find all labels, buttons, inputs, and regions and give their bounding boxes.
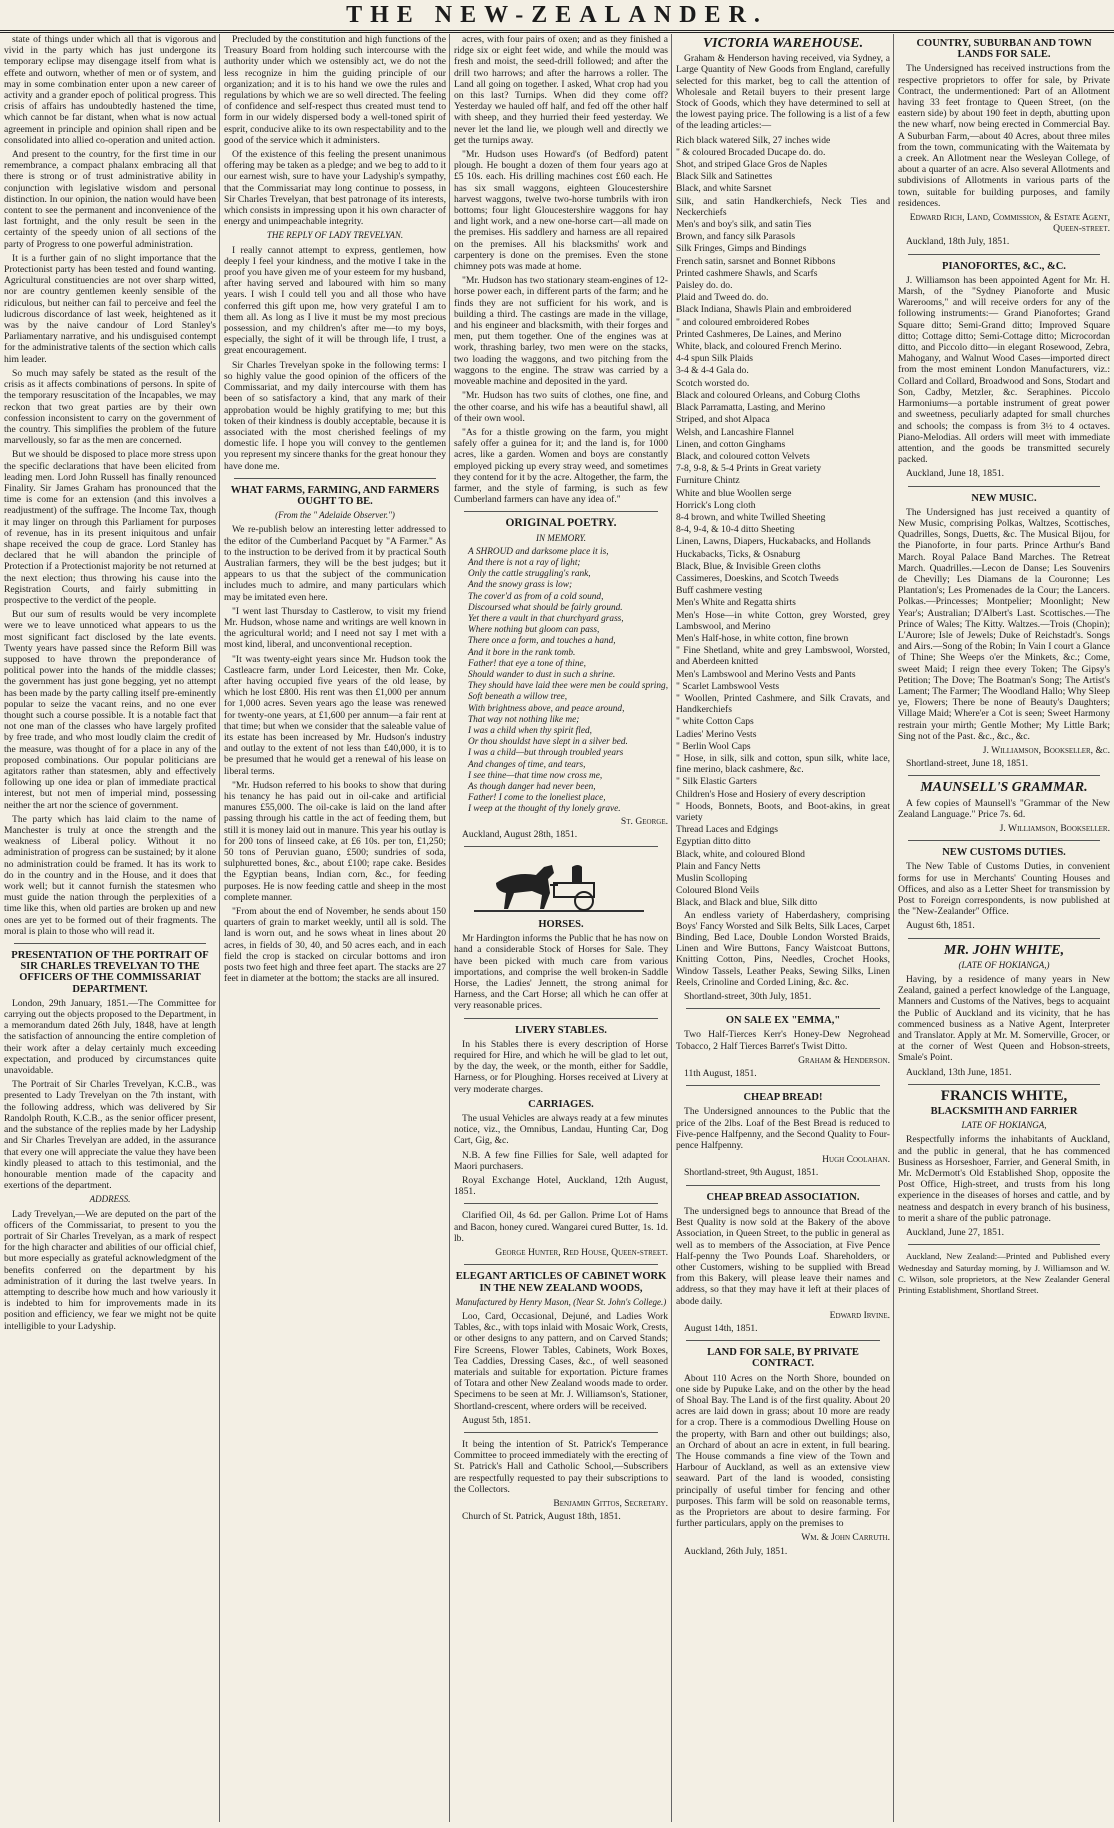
goods-list-item: Silk, and satin Handkerchiefs, Neck Ties and Neckerchiefs (676, 195, 890, 218)
goods-list-item: Striped, and shot Alpaca (676, 414, 770, 426)
column-1 (4, 34, 216, 1824)
divider (908, 938, 1100, 939)
column-rule (449, 34, 450, 1822)
article-paragraph: So much may safely be stated as the result of the crisis as it affects combinations of persons. In spite of the temporary resuscitation of the Incapables, we may reckon that two great parties are by their own confession inconsistent to carry on the government of the country. This simplifies the problem of the future marvellously, so far as the men are concerned. (4, 367, 216, 447)
goods-list-item: Scotch worsted do. (676, 377, 750, 389)
article-paragraph: Of the existence of this feeling the present unanimous offering may be taken as a pledge; and we beg to add to it our earnest wish, sure to have your Ladyship's sympathy, that the Commissariat may long continue to possess, in Sir Charles Trevelyan, that best patronage of its interests, which consists in impressing upon it his own character of energy and unimpeachable integrity. (224, 149, 446, 228)
goods-list-item: Horrick's Long cloth (676, 499, 756, 511)
column-rule (219, 34, 220, 1822)
ad-signature: Wm. & John Carruth. (801, 1532, 890, 1544)
article-paragraph: Sir Charles Trevelyan spoke in the following terms: I so highly value the good opinion of the officers of the Commissariat, and my daily intercourse with them has been of so satisfactory a kind, that any mark of their approbation would be highly gratifying to me; but this token of their kindness is doubly acceptable, because it is associated with the most cherished feelings of my domestic life. I hope you will convey to the gentlemen you represent my sincere thanks for the great honour they have done me. (224, 359, 446, 472)
divider (686, 1085, 880, 1086)
column-rule (671, 34, 672, 1822)
ad-text: Respectfully informs the inhabitants of Auckland, and the public in general, that he has commenced Business as Horseshoer, Farrier, and General Smith, in Mr. McDermott's Old Established Shop, opposite the Post Office, High-street, and trusts from his long experience in the diseases of horses and cattle, and by neatness and despatch in every branch of his business, to merit a share of the public patronage. (898, 1134, 1110, 1224)
poem-line: And it bore in the rank tomb. (468, 647, 576, 658)
goods-list-item: Cassimeres, Doeskins, and Scotch Tweeds (676, 572, 839, 584)
divider (908, 1084, 1100, 1085)
poem-line: Discoursed what should be fairly ground. (468, 602, 623, 613)
divider (908, 486, 1100, 487)
poem-date: Auckland, August 28th, 1851. (462, 828, 578, 840)
ad-text: Clarified Oil, 4s 6d. per Gallon. Prime Lot of Hams and Bacon, honey cured. Wangarei cured Butter, 1s. 1d. lb. (454, 1210, 668, 1244)
ad-text: It being the intention of St. Patrick's Temperance Committee to proceed immediately with the erecting of St. Patrick's Hall and Catholic School,—Subscribers are respectfully requested to pay their subscriptions to the Collectors. (454, 1438, 668, 1495)
country-lands-heading: COUNTRY, SUBURBAN AND TOWN LANDS FOR SALE. (916, 38, 1092, 61)
article-paragraph: We re-publish below an interesting letter addressed to the editor of the Cumberland Pacquet by "A Farmer." As to the instruction to be derived from it by practical South Australian farmers, they will be the best judges; but it appears to us that the subject of the communication includes much to admire, and many particulars which may be imitated even here. (224, 524, 446, 603)
ad-text: In his Stables there is every description of Horse required for Hire, and which he will be glad to let out, by the day, the week, or the month, either for Saddle, Harness, or for Ploughing. Horses received at Livery at very moderate charges. (454, 1038, 668, 1095)
goods-list-item: Black, and Black and blue, Silk ditto (676, 897, 818, 909)
goods-list-item: Black and coloured Orleans, and Coburg Cloths (676, 389, 860, 401)
article-paragraph: But our sum of results would be very incomplete were we to leave unnoticed what appears to us the most significant fact disclosed by the late events. Twenty years have passed since the Reform Bill was supposed to have thrown the preponderance of political power into the hands of the middle classes; the government has just gone begging, yet no attempt has been made by the party calling itself pre-eminently popular to seize the vacant reins, and no one ever thought such a course possible. It is a notable fact that not one man of the classes who have largely profited by free trade, and who most loudly claim the credit of the measure, was thought of for a place in any of the proposed combinations. Our popular politicians are agitators rather than statesmen, ably and effectively following up one idea or plan of immediate practical interest, but not men of imperial mind, possessing neither the art nor the science of government. (4, 609, 216, 811)
poem-line: I weep at the thought of thy lonely grave. (468, 804, 621, 815)
ad-signature: Hugh Coolahan. (822, 1154, 890, 1166)
divider (908, 1244, 1100, 1245)
victoria-heading: VICTORIA WAREHOUSE. (702, 36, 864, 51)
ad-text: About 110 Acres on the North Shore, bounded on one side by Pupuke Lake, and on the other by the head of Shoal Bay. The Land is of the first quality. About 20 acres are laid down in grass; about 10 more are ready for a crop. There is a commodious Dwelling House on the property, with Barn and other out buildings; also, an Orchard of about an acre in extent, in full bearing. The House commands a fine view of the Town and Harbour of Auckland, as well as an extensive view seaward. Part of the land is wooded, consisting principally of useful timber for fencing and other purposes. This farm will be sold on reasonable terms, as the Proprietors are about to desire farming. For further particulars, apply on the premises to (676, 1372, 890, 1530)
poem-line: And the snowy grass is low; (468, 580, 573, 591)
goods-list-item: Black, and white Sarsnet (676, 183, 772, 195)
poem-line: There once a form, and touches a hand, (468, 636, 616, 647)
horses-heading: HORSES. (538, 919, 584, 931)
ad-text: N.B. A few fine Fillies for Sale, well adapted for Maori purchasers. (454, 1149, 668, 1172)
poem-line: The cover'd as from of a cold sound, (468, 591, 604, 602)
goods-list-item: Shot, and striped Glace Gros de Naples (676, 159, 828, 171)
goods-list-item: White and blue Woollen serge (676, 487, 792, 499)
goods-list-item: Black Silk and Satinettes (676, 171, 773, 183)
poem-line: Yet there a vault in that churchyard grass, (468, 613, 624, 624)
ad-date: Auckland, June 27, 1851. (906, 1227, 1005, 1239)
goods-list-item: French satin, sarsnet and Bonnet Ribbons (676, 255, 836, 267)
goods-list-item: " white Cotton Caps (676, 716, 754, 728)
section-heading: WHAT FARMS, FARMING, AND FARMERS OUGHT TO BE. (230, 484, 440, 507)
goods-list-item: Muslin Scolloping (676, 873, 748, 885)
ad-text: The New Table of Customs Duties, in convenient forms for use in Merchants' Counting Houses and Offices, and also as a Letter Sheet for transmission by Post to Foreign correspondents, is now published at the "New-Zealander" Office. (898, 861, 1110, 918)
poem-line: And changes of time, and tears, (468, 759, 586, 770)
association-heading: CHEAP BREAD ASSOCIATION. (706, 1191, 860, 1203)
article-paragraph: Lady Trevelyan,—We are deputed on the part of the officers of the Commissariat, to present to you the portrait of Sir Charles Trevelyan, as a mark of respect for the high character and abilities of our official chief, but more especially as grateful acknowledgment of the benefits conferred on the department by his administration of it during the last twelve years. In attempting to describe how much and how variously it is indebted to him for improvements made in its position and efficiency, we fear we might not be quite intelligible to your Ladyship. (4, 1208, 216, 1332)
article-paragraph: "I went last Thursday to Castlerow, to visit my friend Mr. Hudson, whose name and writings are well known in the agricultural world; and I need not say I met with a most kind, liberal, and unconventional reception. (224, 605, 446, 651)
goods-list-item: 8-4 brown, and white Twilled Sheeting (676, 511, 826, 523)
goods-list-item: White, black, and coloured French Merino. (676, 341, 842, 353)
article-paragraph: I really cannot attempt to express, gentlemen, how deeply I feel your kindness, and the motive I take in the proof you have given me of your esteem for my husband, after having served and laboured with him so many years. I wish I could tell you and all those who have conferred this gift upon me, how very grateful I am to them all. As long as I live it must be my most precious possession, and my children's after me—to my boys, especially, the sight of it will be through life, I trust, a great encouragement. (224, 244, 446, 357)
goods-list-item: 3-4 & 4-4 Gala do. (676, 365, 749, 377)
article-paragraph: "Mr. Hudson has two stationary steam-engines of 12-horse power each, in different parts of the farm; and he finds they are not sufficient for his work, and is building a third. The castings are made in the village, and his engineer and blacksmith, with their forges and men, put them together. One of the engines was at work, thrashing barley, two men were on the stacks, two loading the waggons, and two pitching from the waggons to the engine. The straw was carried by a moveable machine and deposited in the yard. (454, 275, 668, 388)
goods-list-item: " Woollen, Printed Cashmere, and Silk Cravats, and Handkerchiefs (676, 692, 890, 716)
goods-list-item: Welsh, and Lancashire Flannel (676, 426, 795, 438)
grammar-heading: MAUNSELL'S GRAMMAR. (920, 780, 1088, 796)
goods-list-item: " Fine Shetland, white and grey Lambswool, Worsted, and Aberdeen knitted (676, 645, 890, 668)
horse-carriage-illustration (474, 853, 648, 915)
goods-list-item: Black Parramatta, Lasting, and Merino (676, 402, 826, 414)
ad-signature: Graham & Henderson. (798, 1054, 890, 1066)
address-heading: ADDRESS. (89, 1194, 131, 1205)
ad-signature: J. Williamson, Bookseller, &c. (982, 744, 1110, 756)
article-paragraph: And present to the country, for the first time in our remembrance, a compact phalanx embracing all that there is strong or of trust administrative ability in conjunction with legislative wisdom and personal distinction. In our opinion, the nation would have been content to see the permanent and inconvenience of the last fortnight, and the only result be seen in the certainty of the speedy union of all sections of the party of Progress to one powerful administration. (4, 149, 216, 250)
goods-list-item: Plaid and Tweed do. do. (676, 292, 769, 304)
goods-list-item: Linen, Lawns, Diapers, Huckabacks, and Hollands (676, 536, 871, 548)
goods-list-item: Black, and coloured cotton Velvets (676, 450, 810, 462)
poem-line: As though danger had never been, (468, 782, 596, 792)
poem-line: I see thine—that time now cross me, (468, 770, 603, 781)
ad-text: The Undersigned has just received a quantity of New Music, comprising Polkas, Waltzes, Scottisches, Quadrilles, Songs, Duetts, &c. The Musical Bijou, for the Pianoforte, in four parts. Prince Arthur's Band March. Royal Palace Band Marches. The Retreat March. Quadrilles.—Lecon de Danse; Les Souvenirs de Chevilly; Les Diamans de la Couronne; Les Plantation's; Les Promenades de la Cour; the Lancers. Polkas.—Princesses; Montpelier; Moonlight; New Year's; Australian; D'Albert's Last. Scottisches.—The Prince of Wales; The Kitty. Waltzes.—Trois (Chopin); L'Aurore; Isle of Jewels; Duke of Reichstadt's. Songs and Airs.—Song of the Robin; In Vain I court a Glance of Thine; She Weeps o'er the Minkets, &c.; Come, sweet Maid; I reign thee every Token; The Gipsy's Petition; The Dove; The Boatman's Song; The Artist's Lament; The Farmer; The Woodland Hallo; Why Sleep ye, Flowers; There be none of Beauty's Daughters; Village Maid; Where'er a Cot is seen; Sweet Harmony restrain your mirth; Gentle Mother; My Little Bark; Sing not of the Past. &c., &c., &c. (898, 506, 1110, 742)
goods-list-item: Men's Lambswool and Merino Vests and Pants (676, 668, 856, 680)
goods-list-item: Paisley do. do. (676, 280, 733, 292)
ad-text: An endless variety of Haberdashery, comprising Boys' Fancy Worsted and Silk Belts, Silk Laces, Carpet Binding, Bed Lace, Double London Worsted Braids, Linen and Wire Buttons, Fancy Waistcoat Buttons, Knitting Cotton, Pins, Needles, Crochet Hooks, Window Tassels, Leather Peaks, Sewing Silks, Linen Reels, Crinoline and Corded Lining, &c. &c. (676, 909, 890, 988)
article-paragraph: The Portrait of Sir Charles Trevelyan, K.C.B., was presented to Lady Trevelyan on the 7th instant, with the following address, which was delivered by Sir Randolph Routh, K.C.B., as the senior officer present, and the substance of the replies made by her Ladyship and Sir Charles Trevelyan are added, in the assurance that every one will appreciate the value they have been kindly pleased to attach to this testimonial, and the honourable mention made of the capacity and exertions of the department. (4, 1079, 216, 1192)
goods-list-item: Printed cashmere Shawls, and Scarfs (676, 267, 818, 279)
goods-list-item: Huckabacks, Ticks, & Osnaburg (676, 548, 801, 560)
goods-list-item: Buff cashmere vesting (676, 585, 763, 597)
divider (464, 1264, 658, 1265)
goods-list (676, 135, 890, 909)
divider (464, 1432, 658, 1433)
livery-heading: LIVERY STABLES. (515, 1024, 607, 1036)
ad-date: August 6th, 1851. (906, 920, 975, 932)
goods-list-item: Black Indiana, Shawls Plain and embroidered (676, 304, 852, 316)
ad-text: A few copies of Maunsell's "Grammar of the New Zealand Language." Price 7s. 6d. (898, 797, 1110, 820)
divider (908, 254, 1100, 255)
divider (464, 846, 658, 847)
goods-list-item: Silk Fringes, Gimps and Bindings (676, 243, 807, 255)
goods-list-item: Linen, and cotton Ginghams (676, 438, 786, 450)
goods-list-item: Men's Hose—in white Cotton, grey Worsted, grey Lambswool, and Merino (676, 609, 890, 632)
ad-date: Auckland, June 18, 1851. (906, 468, 1005, 480)
divider (234, 478, 436, 479)
goods-list-item: Egyptian ditto ditto (676, 836, 751, 848)
goods-list-item: " & coloured Brocaded Ducape do. do. (676, 146, 826, 158)
piano-heading: PIANOFORTES, &C., &C. (942, 260, 1066, 272)
john-white-heading: MR. JOHN WHITE, (943, 942, 1065, 958)
divider (908, 840, 1100, 841)
article-paragraph: But we should be disposed to place more stress upon the specific declarations that have been elicited from leading men. Lord John Russell has finally renounced Finality. Sir James Graham has pronounced that the time is come for an extension (and this involves a readjustment) of the suffrage. The Income Tax, though it may linger on through this Parliament for purposes of revenue, has in its present iniquitous and unfair shape received the coup de grace. Lord Stanley has declared that he will abandon the principle of Protection if a Protectionist majority be not returned at the next election; thus throwing his cause into the Registration Courts, and fairly submitting in prospective to the verdict of the people. (4, 449, 216, 606)
ad-text: J. Williamson has been appointed Agent for Mr. H. Marsh, of the "Sydney Pianoforte and Music Warerooms," and will receive orders for any of the following instruments:— Grand Pianofortes; Grand Square ditto; Semi-Grand ditto; Improved Square ditto; Cottage ditto; Semi-Cottage ditto; Microcordan ditto, and Piccolo ditto—in elegant Rosewood, Zebra, Mahogany, and Walnut Wood Cases—imported direct from the most eminent London Manufacturers, viz.: Collard and Collard, Broadwood and Sons, Stodart and Son, Cadby, Metzler, &c. Seraphines. Piccolo Harmoniums—a portable instrument of great power and sweetness, peculiarly adapted for small churches and schools; the compass is from 3½ to 4 octaves. Piano-Melodias. All orders will meet with immediate attention, and the goods be transmitted securely packed. (898, 274, 1110, 466)
goods-list-item: " Hose, in silk, silk and cotton, spun silk, white lace, fine merino, black cashmere, &c. (676, 752, 890, 776)
land-heading: LAND FOR SALE, BY PRIVATE CONTRACT. (707, 1347, 859, 1370)
bread-heading: CHEAP BREAD! (743, 1092, 823, 1104)
goods-list-item: Plain and Fancy Netts (676, 860, 761, 872)
poem-line: Where nothing but gloom can pass, (468, 625, 600, 636)
poem-line: With brightness above, and peace around, (468, 703, 625, 714)
poem (454, 547, 668, 816)
emma-heading: ON SALE EX "EMMA," (725, 1015, 841, 1027)
reply-heading: THE REPLY OF LADY TREVELYAN. (266, 230, 404, 241)
ad-text: Graham & Henderson having received, via Sydney, a Large Quantity of New Goods from England, carefully selected for this market, beg to call the attention of Wholesale and Retail buyers to their present large Stock of Goods, which they have determined to sell at the lowest paying price. The following is a list of a few of the leading articles:— (676, 53, 890, 132)
carriages-heading: CARRIAGES. (528, 1098, 594, 1110)
francis-white-subheading-2: LATE OF HOKIANGA, (961, 1120, 1047, 1131)
goods-list-item: 8-4, 9-4, & 10-4 ditto Sheeting (676, 524, 795, 536)
ad-date: Shortland-street, 9th August, 1851. (684, 1167, 819, 1179)
ad-date: August 14th, 1851. (684, 1322, 758, 1334)
ad-signature: J. Williamson, Bookseller. (999, 823, 1110, 834)
article-paragraph: "As for a thistle growing on the farm, you might safely offer a guinea for it; and the land is, for 1000 acres, like a garden. Women and boys are constantly employed picking up every stray weed, and sometimes they contend for it by the acre. Altogether, the farm, the farmer, and the style of farming, is such as few Cumberland farmers can have any idea of." (454, 426, 668, 506)
goods-list-item: Children's Hose and Hosiery of every description (676, 788, 866, 800)
poem-line: Father! I come to the loneliest place, (468, 793, 606, 804)
poem-title: IN MEMORY. (535, 532, 586, 543)
francis-white-heading: FRANCIS WHITE, (940, 1087, 1068, 1104)
ad-text: The Undersigned has received instructions from the respective proprietors to offer for sale, by Private Contract, the undermentioned: Part of an Allotment having 33 feet frontage to Queen Street, (on the eastern side) by about 190 feet in depth, abutting upon the new wharf, now being erected in Commercial Bay. A Suburban Farm,—about 40 Acres, about three miles from the town, communicating with the Waitemata by a creek. An Allotment near the Wesleyan College, of about a quarter of an acre. Also several Allotments and subdivisions of Allotments in various parts of the town, suitable for building purposes, and family residences. (898, 63, 1110, 209)
poem-line: I was a child—but through troubled years (468, 748, 624, 759)
cabinet-heading: ELEGANT ARTICLES OF CABINET WORK IN THE NEW ZEALAND WOODS, (455, 1271, 667, 1294)
divider (686, 1185, 880, 1186)
poem-line: Father! that eye a tone of thine, (468, 658, 586, 669)
poem-line: Soft beneath a willow tree, (468, 692, 568, 703)
goods-list-item: Black, Blue, & Invisible Green cloths (676, 560, 821, 572)
divider (686, 1340, 880, 1341)
goods-list-item: Men's and boy's silk, and satin Ties (676, 219, 812, 231)
article-paragraph: Precluded by the constitution and high functions of the Treasury Board from holding such intercourse with the authority under which we ostensibly act, we do not the less recognize in him the guiding principle of our organization; and it is to his hand we owe the rules and regulations by which we are so well directed. The feeling of confidence and self-respect thus created must tend to form in our widely dispersed body a well-toned spirit of esprit, conducive alike to its own respectability and to the good of the service which it administers. (224, 34, 446, 146)
poem-line: That way not nothing like me; (468, 714, 580, 725)
ad-text: The usual Vehicles are always ready at a few minutes notice, viz., the Omnibus, Landau, Hunting Car, Dog Cart, Gig, &c. (454, 1113, 668, 1147)
ad-date: Shortland-street, 30th July, 1851. (684, 991, 812, 1003)
goods-list-item: " Hoods, Bonnets, Boots, and Boot-akins, in great variety (676, 800, 890, 823)
imprint: Auckland, New Zealand:—Printed and Published every Wednesday and Saturday morning, by J. Williamson and W. C. Wilson, sole proprietors, at the New Zealander General Printing Establishment, Shortland Street. (898, 1251, 1110, 1295)
column-3 (454, 34, 668, 1824)
poem-line: Or thou shouldst have slept in a silver bed. (468, 737, 628, 748)
goods-list-item: Rich black watered Silk, 27 inches wide (676, 134, 831, 146)
cabinet-subheading: Manufactured by Henry Mason, (Near St. John's College.) (455, 1296, 667, 1307)
music-heading: NEW MUSIC. (971, 492, 1037, 504)
column-4 (676, 34, 890, 1824)
goods-list-item: 7-8, 9-8, & 5-4 Prints in Great variety (676, 463, 822, 475)
section-heading: PRESENTATION OF THE PORTRAIT OF SIR CHARLES TREVELYAN TO THE OFFICERS OF THE COMMISSARIAT DEPARTMENT. (11, 950, 209, 995)
masthead-title: THE NEW-ZEALANDER. (346, 2, 768, 28)
ad-text: Mr Hardington informs the Public that he has now on hand a considerable Stock of Horses for Sale. They have been picked with much care from various importations, and comprise the well broken-in Saddle Horse, the Ladies' Jennett, the strong animal for Harness, and the Cart Horse; all which he can offer at very reasonable prices. (454, 933, 668, 1012)
ad-signature: Benjamin Gittos, Secretary. (553, 1497, 668, 1509)
poem-line: They should have laid thee were men be could spring, (468, 681, 668, 692)
article-paragraph: The party which has laid claim to the name of Manchester is truly at once the strength and the weakness of Liberal policy. Without it no administration of progress can be sustained; by it alone no administration could be framed. It has its work to do in the country and in the House, and it does that work well; but it cannot furnish the statesmen who must guide the nation through the perplexities of a time like this, when old parties are broken up and new ones are yet to be formed out of their fragments. The moral is plain to those who will read it. (4, 813, 216, 937)
goods-list-item: 4-4 spun Silk Plaids (676, 353, 754, 365)
article-paragraph: "Mr. Hudson has two suits of clothes, one fine, and the other coarse, and his wife has a beautiful shawl, all of their own wool. (454, 390, 668, 424)
article-paragraph: "It was twenty-eight years since Mr. Hudson took the Castleacre farm, under Lord Leicester, then Mr. Coke, after having occupied five years of the old lease, by which he lost £800. His rent was then £1,000 per annum for 1,000 acres. Seven years ago the lease was renewed for twenty-one years, at £1,600 per annum—a fair rent at that time; but when we consider that the saleable value of its estate has been increased by Mr. Hudson's industry and outlay to the extent of not less than £40,000, it is to be presumed that he would get a renewal of his lease on liberal terms. (224, 653, 446, 777)
ad-date: Auckland, 26th July, 1851. (684, 1545, 788, 1557)
horse-icon (474, 853, 644, 915)
article-paragraph: "From about the end of November, he sends about 150 quarters of grain to market weekly, until all is sold. The land is worn out, and he sows wheat in lines about 20 acres, in fields of 30, 40, and 50 acres each, and in each field the crop is stacked on circular bottoms and iron posts two feet high and three feet apart. The stacks are 27 feet in diameter at the bottom; the stacks are all insured. (224, 906, 446, 985)
goods-list-item: Brown, and fancy silk Parasols (676, 231, 796, 243)
goods-list-item: Furniture Chintz (676, 475, 740, 487)
article-paragraph: "Mr. Hudson uses Howard's (of Bedford) patent plough. He bought a dozen of them four years ago at £5 10s. each. His drilling machines cost £60 each. He has six small waggons, eighteen Gloucestershire harvest waggons, twelve two-horse tumbrils with iron bottoms; four light Gloucestershire waggons for hay and light work, and a new one-horse cart—all made on the premises. His saddlery and harness are all repaired on the premises. All his blacksmiths' work and carpentery is done on the premises. Even the stone chimney pots was made at home. (454, 149, 668, 273)
poem-line: A SHROUD and darksome place it is, (468, 546, 609, 557)
goods-list-item: " Scarlet Lambswool Vests (676, 680, 780, 692)
ad-date: Auckland, 18th July, 1851. (906, 236, 1010, 248)
article-paragraph: London, 29th January, 1851.—The Committee for carrying out the objects proposed to the Department, in a memorandum dated 26th July, 1848, have at length the satisfaction of announcing the entire completion of their work after a delay certainly much exceeding expectation, and produced by circumstances quite unavoidable. (4, 997, 216, 1077)
goods-list-item: Printed Cashmeres, De Laines, and Merino (676, 328, 842, 340)
article-paragraph: acres, with four pairs of oxen; and as they finished a ridge six or eight feet wide, and while the mould was fresh and moist, the seed-drill followed; and after the drill two harrows; and after the harrows a roller. The Land all going on together. I asked, What crop had you on this last? Turnips. When did they come off? Yesterday we hauled off half, and fed off the other half with sheep, and they hurried their feed yesterday. We never let the land lie, we plough well and directly we get the turnips away. (454, 34, 668, 146)
goods-list-item: Thread Laces and Edgings (676, 824, 779, 836)
divider (464, 1018, 658, 1019)
ad-signature: Edward Rich, Land, Commission, & Estate Agent, Queen-street. (909, 212, 1110, 235)
divider (908, 775, 1100, 776)
ad-date: 11th August, 1851. (684, 1068, 757, 1080)
column-5 (898, 34, 1110, 1824)
ad-signature: Royal Exchange Hotel, Auckland, 12th August, 1851. (454, 1175, 668, 1198)
john-white-subheading: (LATE OF HOKIANGA,) (958, 959, 1050, 970)
poem-line: Should wander to dust in such a shrine. (468, 669, 616, 680)
article-paragraph: state of things under which all that is vigorous and vivid in the party which has just undergone its temporary eclipse may disengage itself from what is effete and outworn, whether of men or of system, and may in some combination enter upon a new career of activity and a grander epoch of political progress. This crisis of affairs has undoubtedly hastened the time, which cannot be far distant, when what is now actual agreement in principle and opinion shall ripen and be consolidated into allied co-operation and united action. (4, 34, 216, 146)
goods-list-item: Coloured Blond Veils (676, 885, 759, 897)
ad-date: Church of St. Patrick, August 18th, 1851. (462, 1511, 621, 1523)
ad-date: Auckland, 13th June, 1851. (906, 1066, 1012, 1078)
divider (464, 511, 658, 512)
divider (686, 1008, 880, 1009)
poem-signature: St. George. (620, 815, 668, 827)
goods-list-item: Ladies' Merino Vests (676, 728, 757, 740)
column-rule (893, 34, 894, 1822)
goods-list-item: " Berlin Wool Caps (676, 740, 751, 752)
goods-list-item: " Silk Elastic Garters (676, 776, 757, 788)
column-2 (224, 34, 446, 1824)
poem-line: Only the cattle struggling's rank, (468, 569, 591, 580)
poem-line: I was a child when thy spirit fled, (468, 725, 592, 736)
divider (464, 1203, 658, 1204)
ad-signature: George Hunter, Red House, Queen-street. (495, 1247, 668, 1259)
poetry-heading: ORIGINAL POETRY. (505, 517, 617, 530)
source-line: (From the " Adelaide Observer.") (275, 510, 395, 521)
masthead (0, 0, 1114, 33)
ad-text: Having, by a residence of many years in New Zealand, gained a perfect knowledge of the Language, Manners and Customs of the Natives, begs to acquaint the Public of Auckland and its vicinity, that he has commenced business as a Native Agent, Interpreter and Translator. Apply at Mr. M. Somerville, Grocer, or at the corner of West Queen and Hobson-streets, Smale's Point. (898, 974, 1110, 1064)
ad-date: August 5th, 1851. (462, 1414, 531, 1426)
ad-text: The undersigned begs to announce that Bread of the Best Quality is now sold at the Bakery of the above Association, in Queen Street, to the public in general as well as to members of the Association, at Five Pence Half-penny the Two Pounds Loaf. Shareholders, or other Customers, wishing to be supplied with Bread from this Bakery, will please leave their names and address, so that they may have it left at their places of abode daily. (676, 1205, 890, 1307)
poem-line: And there is not a ray of light; (468, 557, 581, 568)
ad-text: The Undersigned announces to the Public that the price of the 2lbs. Loaf of the Best Bread is reduced to Five-pence Halfpenny, and the Second Quality to Four-pence Halfpenny. (676, 1106, 890, 1152)
duties-heading: NEW CUSTOMS DUTIES. (942, 847, 1066, 859)
article-paragraph: It is a further gain of no slight importance that the Protectionist party has been tested and found wanting. Agricultural constituencies are not over sharp witted, nor are country gentlemen keenly sensible of the ridiculous, but neither can fail to perceive and feel the ludicrous discordance of last week, heightened as it was by the naive candour of Lord Stanley's Parliamentary narrative, and his undisguised contempt for the administrative talents of the section which calls him leader. (4, 252, 216, 365)
francis-white-subheading: BLACKSMITH AND FARRIER (930, 1106, 1078, 1118)
article-paragraph: "Mr. Hudson referred to his books to show that during his tenancy he has paid out in oil-cake and artificial manures £55,000. The oil-cake is laid on the land after passing through his cattle in the act of feeding them, but still it is money laid out in manure. This year his outlay is for 200 tons of linseed cake, at £6 10s. per ton, £1,250; 50 tons of Peruvian guano, £500; sundries of soda, sulphuretted bones, &c., about £100; rape cake. Besides the Egyptian beans, Indian corn, &c., for feeding purposes. He is now feeding cattle and sheep in the most complete manner. (224, 779, 446, 903)
ad-text: Two Half-Tierces Kerr's Honey-Dew Negrohead Tobacco, 2 Half Tierces Barret's Twist Ditto. (676, 1029, 890, 1052)
ad-signature: Edward Irvine. (829, 1309, 890, 1321)
divider (14, 943, 206, 944)
goods-list-item: Black, white, and coloured Blond (676, 848, 805, 860)
ad-date: Shortland-street, June 18, 1851. (906, 758, 1029, 770)
ad-text: Loo, Card, Occasional, Dejuné, and Ladies Work Tables, &c., with tops inlaid with Mosaic Work, Crests, or other designs to any pattern, and on Carved Stands; Fire Screens, Flower Tables, Cabinets, Work Boxes, Tea Caddies, Dressing Cases, &c., of well seasoned materials and suitable for exportation. Picture frames of Totara and other New Zealand woods made to order. Specimens to be seen at Mr. J. Williamson's, Stationer, Shortland-crescent, where orders will be received. (454, 1310, 668, 1412)
goods-list-item: Men's White and Regatta shirts (676, 597, 796, 609)
goods-list-item: " and coloured embroidered Robes (676, 316, 810, 328)
goods-list-item: Men's Half-hose, in white cotton, fine brown (676, 632, 849, 644)
